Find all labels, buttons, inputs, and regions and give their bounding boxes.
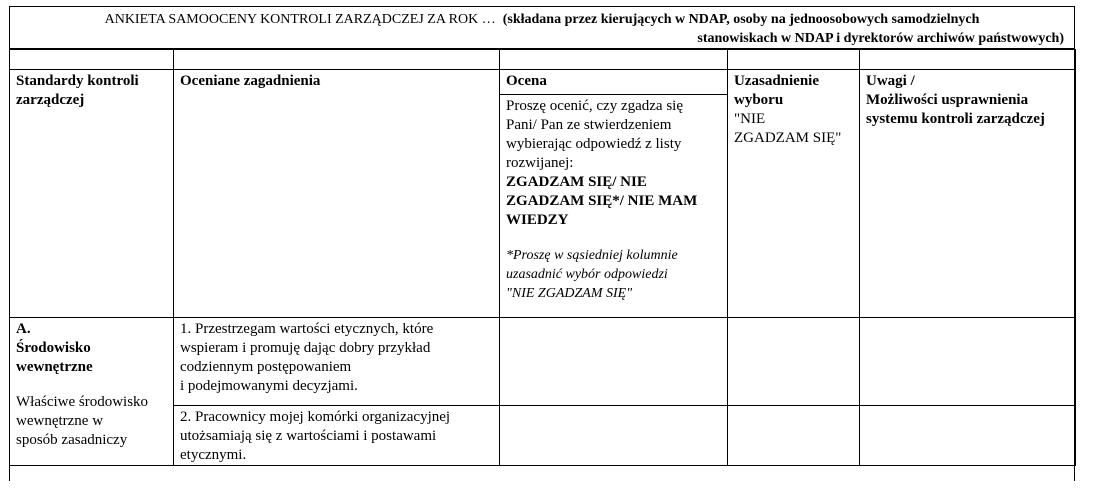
section-description-line: Właściwe środowisko (16, 394, 149, 410)
item-line: wspieram i promuję dając dobry przykład (180, 340, 431, 356)
item-line: etycznymi. (180, 447, 247, 463)
footnote-line: "NIE ZGADZAM SIĘ" (506, 286, 633, 301)
header-justification-note: "NIE (734, 111, 766, 127)
spacer-cell (500, 50, 728, 70)
assessment-table (9, 49, 1076, 466)
item-line: 2. Pracownicy mojej komórki organizacyjnej (180, 409, 451, 425)
spacer-cell (860, 50, 1076, 70)
instruction-line: Pani/ Pan ze stwierdzeniem (506, 117, 672, 133)
blank-gap (506, 230, 721, 246)
assessment-instructions (500, 95, 728, 318)
answer-options-line: ZGADZAM SIĘ*/ NIE MAM (506, 193, 698, 209)
header-justification-line: Uzasadnienie (734, 73, 820, 89)
section-description-line: wewnętrzne w (16, 413, 104, 429)
document-title (10, 6, 1074, 49)
header-justification-line: wyboru (734, 92, 784, 108)
header-justification-note: ZGADZAM SIĘ" (734, 130, 842, 146)
header-standards-line: Standardy kontroli (16, 73, 139, 89)
remarks-cell[interactable] (860, 318, 1076, 406)
header-row-top (10, 70, 1076, 95)
instruction-line: Proszę ocenić, czy zgadza się (506, 98, 683, 114)
blank-gap (16, 377, 167, 393)
spacer-cell (174, 50, 500, 70)
header-issues: Oceniane zagadnienia (174, 70, 500, 318)
header-standards-line: zarządczej (16, 92, 85, 108)
table-row (10, 318, 1076, 406)
footnote-line: uzasadnić wybór odpowiedzi (506, 267, 668, 282)
spacer-cell (728, 50, 860, 70)
answer-options-line: WIEDZY (506, 212, 569, 228)
item-line: 1. Przestrzegam wartości etycznych, które (180, 321, 434, 337)
section-name-line: wewnętrzne (16, 359, 93, 375)
answer-options-line: ZGADZAM SIĘ/ NIE (506, 174, 647, 190)
header-standards (10, 70, 174, 318)
section-letter: A. (16, 321, 31, 337)
justification-cell[interactable] (728, 318, 860, 406)
survey-sheet (9, 6, 1075, 481)
title-line-1 (20, 10, 1064, 29)
header-remarks-line: systemu kontroli zarządczej (866, 111, 1045, 127)
header-justification (728, 70, 860, 318)
remarks-cell[interactable] (860, 406, 1076, 466)
spacer-cell (10, 50, 174, 70)
title-bold-part-1: (składana przez kierujących w NDAP, osoby na jednoosobowych samodzielnych (502, 12, 980, 27)
header-remarks-line: Możliwości usprawnienia (866, 92, 1029, 108)
item-line: i podejmowanymi decyzjami. (180, 378, 358, 394)
title-prefix: ANKIETA SAMOOCENY KONTROLI ZARZĄDCZEJ ZA ROK … (104, 12, 496, 27)
assessment-answer-cell[interactable] (500, 406, 728, 466)
item-line: codziennym postępowaniem (180, 359, 352, 375)
instruction-line: rozwijanej: (506, 155, 574, 171)
instruction-line: wybierając odpowiedź z listy (506, 136, 682, 152)
footnote-line: *Proszę w sąsiedniej kolumnie (506, 248, 678, 263)
section-description-line: sposób zasadniczy (16, 432, 128, 448)
section-name-line: Środowisko (16, 340, 91, 356)
item-cell (174, 318, 500, 406)
item-cell (174, 406, 500, 466)
spacer-row (10, 50, 1076, 70)
justification-cell[interactable] (728, 406, 860, 466)
assessment-answer-cell[interactable] (500, 318, 728, 406)
title-line-2: stanowiskach w NDAP i dyrektorów archiwów państwowych) (697, 31, 1064, 46)
item-line: utożsamiają się z wartościami i postawami (180, 428, 437, 444)
section-cell (10, 318, 174, 466)
header-remarks-line: Uwagi / (866, 73, 915, 89)
header-assessment: Ocena (500, 70, 728, 95)
header-remarks (860, 70, 1076, 318)
